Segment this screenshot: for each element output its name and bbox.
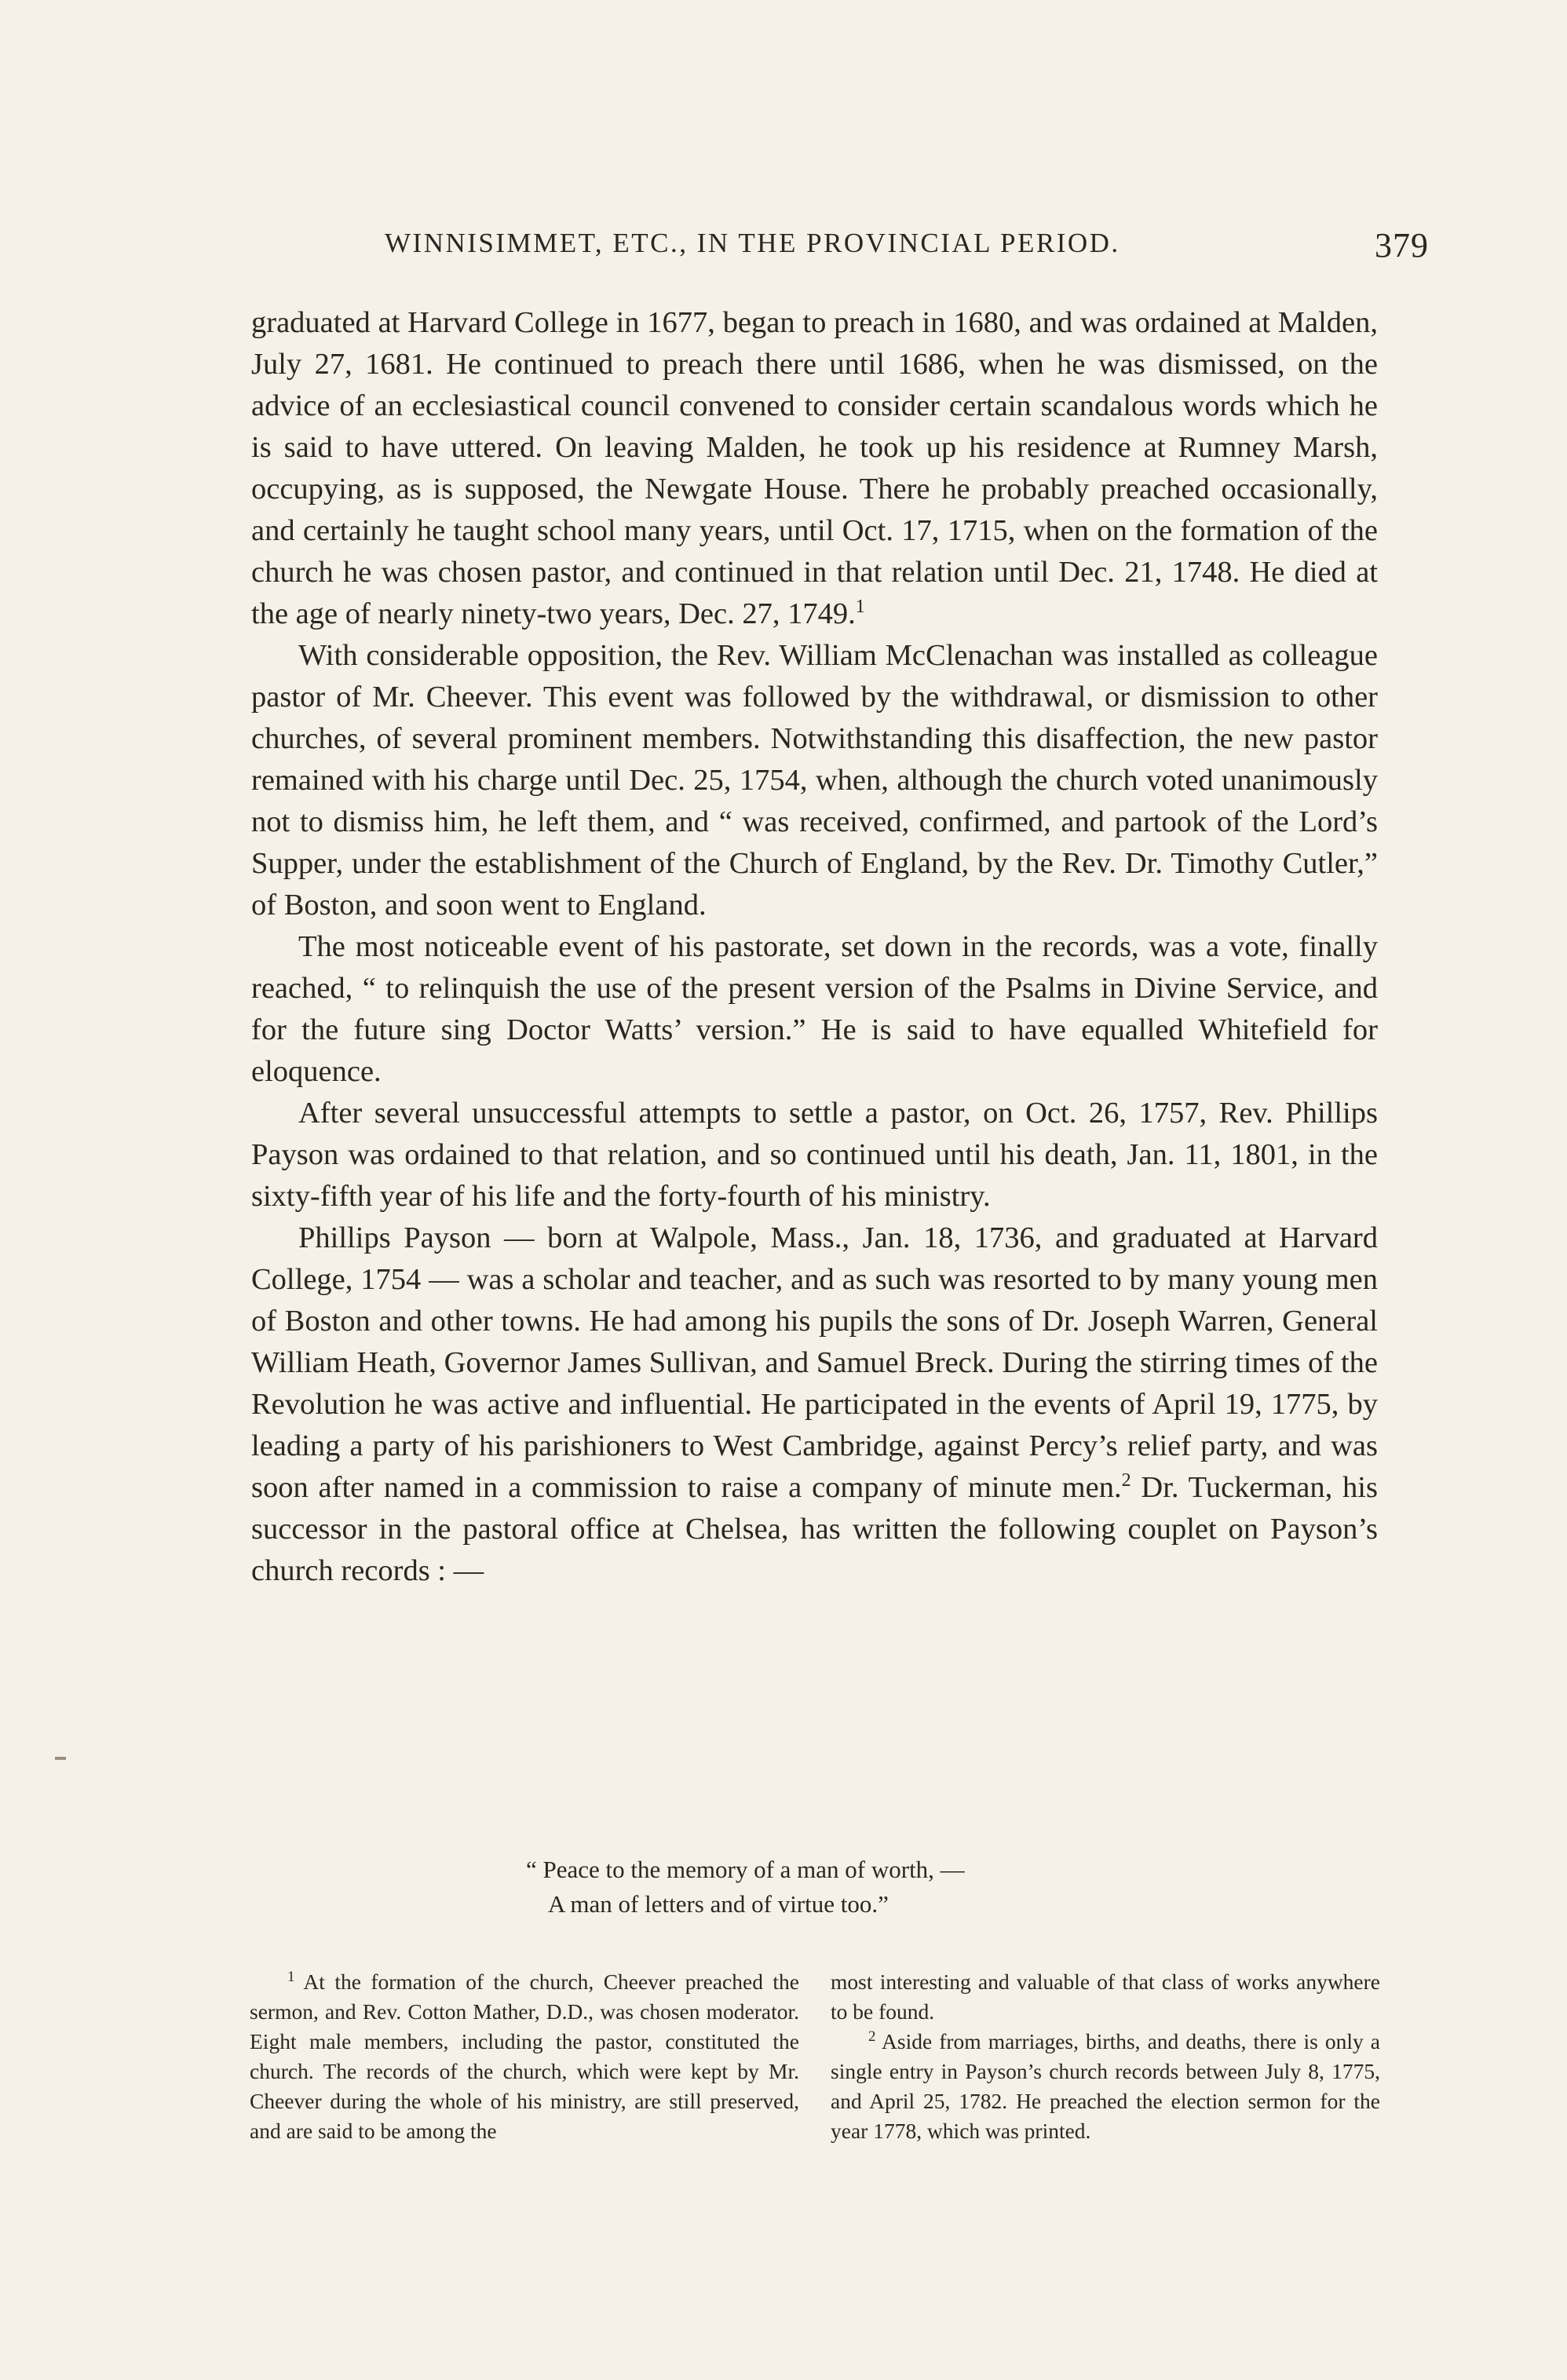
- footnote-column-right: [831, 1967, 1380, 2146]
- footnote-1-text: At the formation of the church, Cheever preached the sermon, and Rev. Cotton Mather, D.D., was chosen moderator. Eight male members, including the pastor, constituted the church. The records of the church, which were kept by Mr. Cheever during the whole of his ministry, are still preserved, and are said to be among the: [250, 1969, 799, 2143]
- footnote-1-mark: 1: [287, 1969, 295, 1985]
- paragraph-2: With considerable opposition, the Rev. William McClenachan was installed as colleague pastor of Mr. Cheever. This event was followed by the withdrawal, or dismission to other churches, of several prominent members. Notwithstanding this disaffection, the new pastor remained with his charge until Dec. 25, 1754, when, although the church voted unanimously not to dismiss him, he left them, and “ was received, confirmed, and partook of the Lord’s Supper, under the establishment of the Church of England, by the Rev. Dr. Timothy Cutler,” of Boston, and soon went to England.: [251, 639, 1378, 922]
- footnote-2-text: Aside from marriages, births, and deaths, there is only a single entry in Payson’s church records between July 8, 1775, and April 25, 1782. He preached the election sermon for the year 1778, which was printed.: [831, 2029, 1380, 2143]
- margin-mark: [55, 1757, 66, 1760]
- footnote-2: [831, 2027, 1380, 2146]
- running-head-title: WINNISIMMET, ETC., IN THE PROVINCIAL PERIOD.: [385, 228, 1120, 258]
- page-number: 379: [1375, 226, 1429, 265]
- footnote-ref-2: 2: [1121, 1470, 1131, 1491]
- paragraph-1: [251, 302, 1378, 635]
- paragraph-3: The most noticeable event of his pastorate, set down in the records, was a vote, finally reached, “ to relinquish the use of the present version of the Psalms in Divine Service, and for the future sing Doctor Watts’ version.” He is said to have equalled Whitefield for eloquence.: [251, 930, 1378, 1088]
- footnote-1-continued: most interesting and valuable of that class of works anywhere to be found.: [831, 1969, 1380, 2024]
- paragraph-5-text-a: Phillips Payson — born at Walpole, Mass., Jan. 18, 1736, and graduated at Harvard College, 1754 — was a scholar and teacher, and as such was resorted to by many young men of Boston and other towns. He had among his pupils the sons of Dr. Joseph Warren, General William Heath, Governor James Sullivan, and Samuel Breck. During the stirring times of the Revolution he was active and influential. He participated in the events of April 19, 1775, by leading a party of his parishioners to West Cambridge, against Percy’s relief party, and was soon after named in a commission to raise a company of minute men.: [251, 1221, 1378, 1504]
- footnote-2-mark: 2: [868, 2028, 876, 2045]
- running-head: [251, 228, 1429, 275]
- footnote-column-left: [250, 1967, 799, 2146]
- couplet: [526, 1853, 1233, 1922]
- paragraph-1-text: graduated at Harvard College in 1677, began to preach in 1680, and was ordained at Malden, July 27, 1681. He continued to preach there until 1686, when he was dismissed, on the advice of an ecclesiastical council convened to consider certain scandalous words which he is said to have uttered. On leaving Malden, he took up his residence at Rumney Marsh, occupying, as is supposed, the Newgate House. There he probably preached occasionally, and certainly he taught school many years, until Oct. 17, 1715, when on the formation of the church he was chosen pastor, and continued in that relation until Dec. 21, 1748. He died at the age of nearly ninety-two years, Dec. 27, 1749.: [251, 306, 1378, 630]
- body-text: [251, 302, 1378, 1592]
- paragraph-4: After several unsuccessful attempts to settle a pastor, on Oct. 26, 1757, Rev. Phillips Payson was ordained to that relation, and so continued until his death, Jan. 11, 1801, in the sixty-fifth year of his life and the forty-fourth of his ministry.: [251, 1097, 1378, 1213]
- footnote-ref-1: 1: [855, 597, 865, 617]
- footnote-1: [250, 1967, 799, 2146]
- paragraph-5: [251, 1217, 1378, 1592]
- paragraph-5-text-b: Dr. Tuckerman, his successor in the pastoral office at Chelsea, has written the following couplet on Payson’s church records : —: [251, 1471, 1378, 1587]
- couplet-line-1: “ Peace to the memory of a man of worth, —: [526, 1856, 965, 1883]
- couplet-line-2: A man of letters and of virtue too.”: [548, 1890, 889, 1918]
